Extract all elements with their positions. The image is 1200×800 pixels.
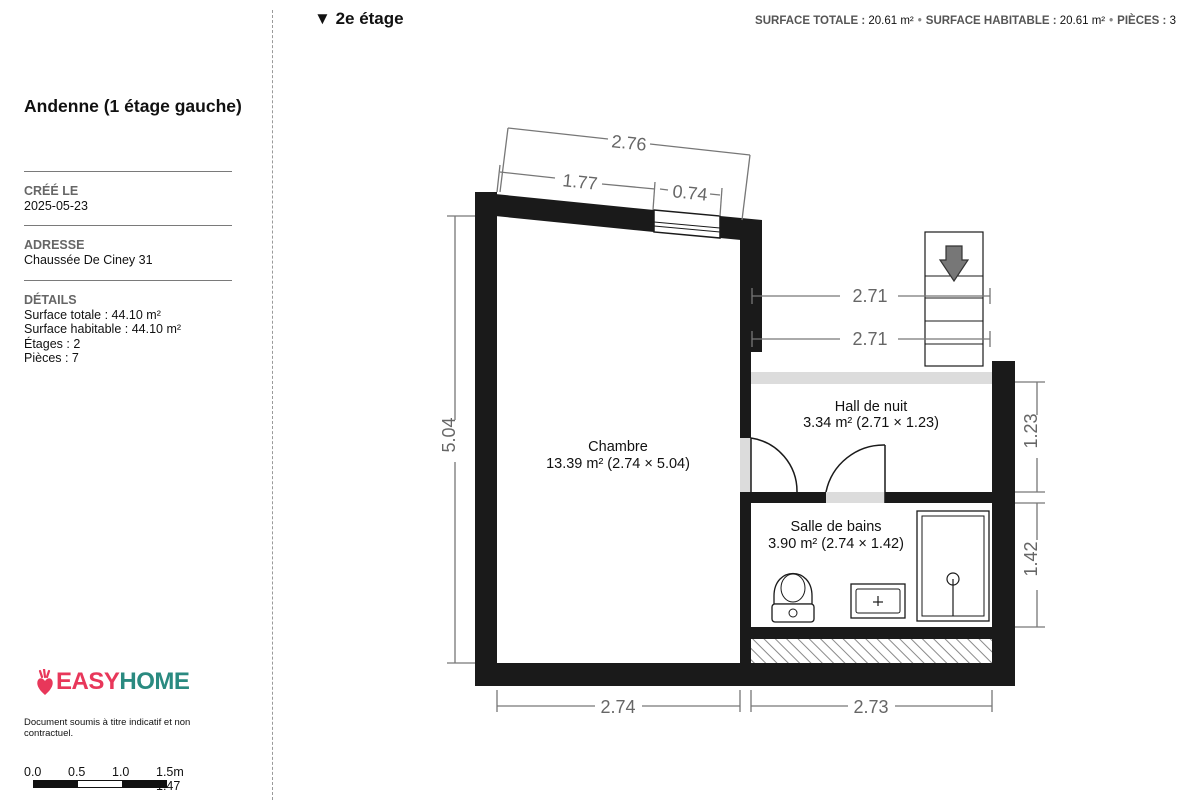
rooms-label: PIÈCES : — [1117, 15, 1167, 27]
scale-tick-label: 0.0 — [24, 765, 42, 779]
detail-floors: Étages : 2 — [24, 336, 81, 351]
scale-tick-label: 0.5 — [68, 765, 86, 779]
property-title: Andenne (1 étage gauche) — [24, 96, 242, 116]
door-opening-bath — [826, 492, 885, 503]
wall-top-left — [475, 192, 654, 232]
separator: • — [917, 15, 922, 27]
door-opening-chambre — [740, 438, 751, 492]
collapse-triangle-icon[interactable]: ▼ — [314, 9, 331, 28]
dim-hall-top-2: 2.71 — [852, 329, 888, 349]
dim-bottom-left: 2.74 — [600, 697, 636, 717]
dim-left-height: 5.04 — [439, 417, 459, 453]
scale-ratio: 1:47 — [156, 779, 181, 793]
dim-top-left: 1.77 — [561, 170, 599, 194]
room-bathroom-name: Salle de bains — [790, 519, 882, 535]
logo-home-text: HOME — [119, 668, 190, 695]
room-hall-area: 3.34 m² (2.71 × 1.23) — [803, 415, 939, 431]
disclaimer: Document soumis à titre indicatif et non contractuel. — [24, 717, 191, 739]
total-surface-label: SURFACE TOTALE : — [755, 15, 866, 27]
scale-tick-label: 1.0 — [112, 765, 130, 779]
logo-easy-text: EASY — [56, 668, 120, 695]
room-bathroom-area: 3.90 m² (2.74 × 1.42) — [768, 536, 904, 552]
detail-rooms: Pièces : 7 — [24, 351, 79, 365]
created-label: CRÉÉ LE — [24, 184, 79, 198]
rooms-value: 3 — [1169, 15, 1176, 27]
hatched-area — [751, 639, 992, 663]
dim-top-window: 0.74 — [671, 181, 709, 205]
wall-bath-shelf — [751, 627, 992, 639]
habitable-surface-value: 20.61 m² — [1059, 15, 1106, 27]
created-value: 2025-05-23 — [24, 198, 88, 213]
separator: • — [1109, 15, 1114, 27]
dim-bottom-right: 2.73 — [853, 697, 889, 717]
detail-habitable-surface: Surface habitable : 44.10 m² — [24, 322, 182, 336]
sink-icon — [851, 584, 905, 618]
room-chambre-name: Chambre — [588, 439, 648, 455]
stairs — [925, 232, 983, 366]
hall-opening — [751, 372, 992, 384]
address-value: Chaussée De Ciney 31 — [24, 252, 153, 267]
wall-hall-bath-right — [885, 492, 1015, 503]
floor-name: 2e étage — [335, 9, 404, 28]
wall-left — [475, 192, 497, 686]
toilet-icon — [772, 574, 814, 623]
habitable-surface-label: SURFACE HABITABLE : — [925, 15, 1057, 27]
wall-stub — [751, 220, 762, 352]
dim-top-total: 2.76 — [610, 131, 648, 155]
details-label: DÉTAILS — [24, 293, 77, 307]
room-chambre-area: 13.39 m² (2.74 × 5.04) — [546, 456, 690, 472]
wall-right — [992, 361, 1015, 686]
address-label: ADRESSE — [24, 238, 85, 252]
detail-total-surface: Surface totale : 44.10 m² — [24, 307, 161, 322]
window — [654, 210, 720, 238]
room-hall-name: Hall de nuit — [834, 399, 908, 415]
wall-middle-upper — [740, 220, 751, 438]
dim-right-bath: 1.42 — [1021, 541, 1041, 577]
total-surface-value: 20.61 m² — [868, 15, 914, 27]
dim-right-hall: 1.23 — [1021, 413, 1041, 449]
wall-middle-lower — [740, 492, 751, 686]
dim-hall-top-1: 2.71 — [852, 286, 888, 306]
shower-icon — [917, 511, 989, 621]
scale-tick-label: 1.5m — [156, 765, 184, 779]
wall-hall-bath-left — [740, 492, 826, 503]
door-chambre — [751, 438, 797, 492]
